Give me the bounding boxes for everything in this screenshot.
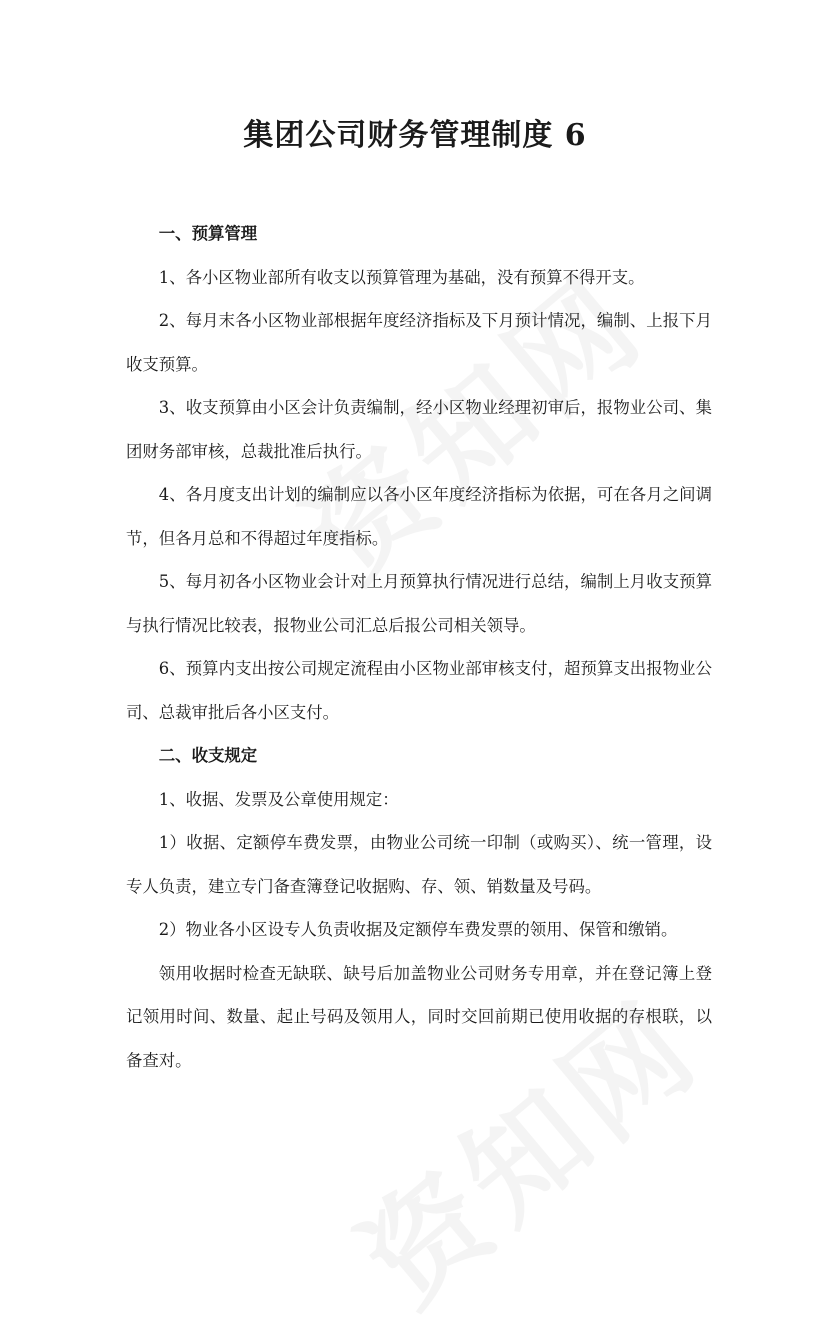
paragraph: 4、各月度支出计划的编制应以各小区年度经济指标为依据，可在各月之间调节，但各月总和不得超过年度指标。 (126, 485, 712, 548)
section-heading: 一、预算管理 (158, 224, 258, 243)
paragraph: 1、收据、发票及公章使用规定： (158, 789, 399, 809)
paragraph: 领用收据时检查无缺联、缺号后加盖物业公司财务专用章，并在登记簿上登记领用时间、数量、起止号码及领用人，同时交回前期已使用收据的存根联，以备查对。 (126, 963, 712, 1070)
paragraph: 5、每月初各小区物业会计对上月预算执行情况进行总结，编制上月收支预算与执行情况比较表，报物业公司汇总后报公司相关领导。 (126, 572, 712, 635)
paragraph: 3、收支预算由小区会计负责编制，经小区物业经理初审后，报物业公司、集团财务部审核，总裁批准后执行。 (126, 398, 712, 461)
document-body (126, 212, 712, 1082)
paragraph: 2、每月末各小区物业部根据年度经济指标及下月预计情况，编制、上报下月收支预算。 (126, 311, 712, 374)
section-heading: 二、收支规定 (158, 746, 258, 765)
paragraph: 2）物业各小区设专人负责收据及定额停车费发票的领用、保管和缴销。 (158, 920, 678, 939)
document-title: 集团公司财务管理制度 6 (243, 118, 587, 153)
paragraph: 1）收据、定额停车费发票，由物业公司统一印制（或购买）、统一管理，设专人负责，建立专门备查簿登记收据购、存、领、销数量及号码。 (126, 833, 712, 896)
paragraph: 6、预算内支出按公司规定流程由小区物业部审核支付，超预算支出报物业公司、总裁审批后各小区支付。 (126, 659, 712, 722)
paragraph: 1、各小区物业部所有收支以预算管理为基础，没有预算不得开支。 (158, 267, 645, 287)
